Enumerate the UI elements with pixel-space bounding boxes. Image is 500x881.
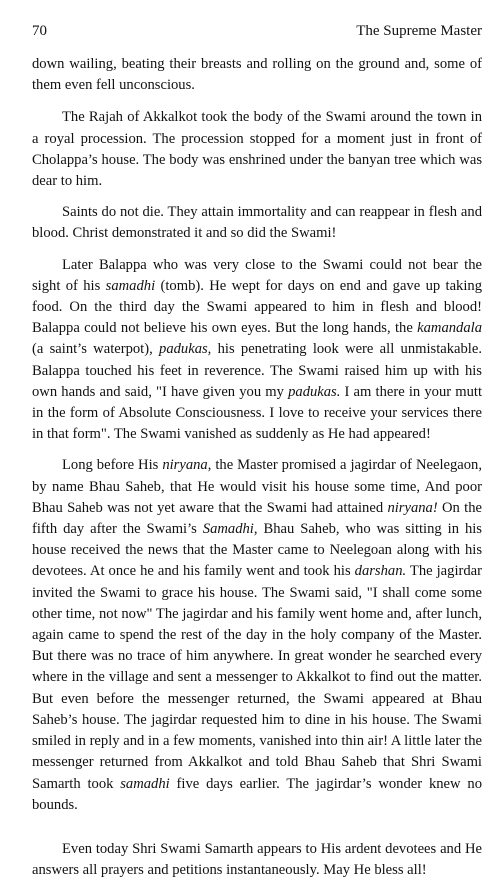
paragraph [32,54,482,96]
italic-term: samadhi [120,775,170,792]
text-run: five days earlier. The jagirdar’s wonder knew no bounds. [32,775,482,813]
italic-term: padukas, [159,341,212,358]
text-run: his penetrating look were all unmistakable. Balappa touched his feet in reverence. The Swami raised him up with his own hands and said, "I have given you my [32,341,482,400]
page-number: 70 [32,23,47,39]
text-run: On the fifth day after the Swami’s [32,499,482,538]
italic-term: niryana [162,457,208,474]
page-header [32,22,482,40]
text-run: down wailing, beating their breasts and rolling on the ground and, some of them even fell unconscious. [32,56,482,94]
italic-term: darshan. [354,563,407,580]
paragraph [32,202,482,244]
running-title: The Supreme Master [356,23,482,39]
italic-term: kamandala [417,320,482,337]
text-run: (tomb). He wept for days on end and gave up taking food. On the third day the Swami appeared to him in flesh and blood! Balappa could not believe his own eyes. But the long hands, the [32,277,483,337]
italic-term: Samadhi [202,521,254,538]
paragraph [32,255,482,446]
text-run: The jagirdar invited the Swami to grace his house. The Swami said, "I shall come some other time, not now" The jagirdar and his family went home and, after lunch, again came to spend the rest of the day in the holy company of the Master. But there was no trace of him anywhere. In great wonder he searched every where in the village and sent a messenger to Akkalkot to find out the matter. But even before the messenger returned, the Swami appeared at Bhau Saheb’s house. The jagirdar requested him to dine in his house. The Swami smiled in reply and in a few moments, vanished into thin air! A little later the messenger returned from Akkalkot and told Bhau Saheb that Shri Swami Samarth took [32,563,482,792]
paragraph [32,455,482,815]
italic-term: samadhi [105,277,156,294]
text-run: Saints do not die. They attain immortality and can reappear in flesh and blood. Christ demonstrated it and so did the Swami! [32,204,482,242]
text-run: Long before His [62,457,163,474]
paragraph [32,839,482,881]
text-run: Later Balappa who was very close to the Swami could not bear the sight of his [32,256,482,294]
text-run: , Bhau Saheb, who was sitting in his house received the news that the Master came to Neelegoan along with his devotees. At once he and his family went and took his [32,521,482,580]
text-run: I am there in your mutt in the form of Absolute Consciousness. I love to receive your services there in that form". The Swami vanished as suddenly as He had appeared! [32,383,483,443]
text-run: The Rajah of Akkalkot took the body of the Swami around the town in a royal procession. The procession stopped for a moment just in front of Cholappa’s house. The body was enshrined under the banyan tree which was dear to him. [32,109,482,190]
italic-term: padukas. [288,383,341,400]
text-run: Even today Shri Swami Samarth appears to His ardent devotees and He answers all prayers and petitions instantaneously. May He bless all! [32,840,482,879]
italic-term: niryana! [387,499,438,516]
text-run: (a saint’s waterpot), [32,341,160,358]
page-body [32,54,482,881]
paragraph [32,107,482,192]
text-run: , the Master promised a jagirdar of Neelegaon, by name Bhau Saheb, that He would visit his house some time, And poor Bhau Saheb was not yet aware that the Swami had attained [32,457,482,516]
